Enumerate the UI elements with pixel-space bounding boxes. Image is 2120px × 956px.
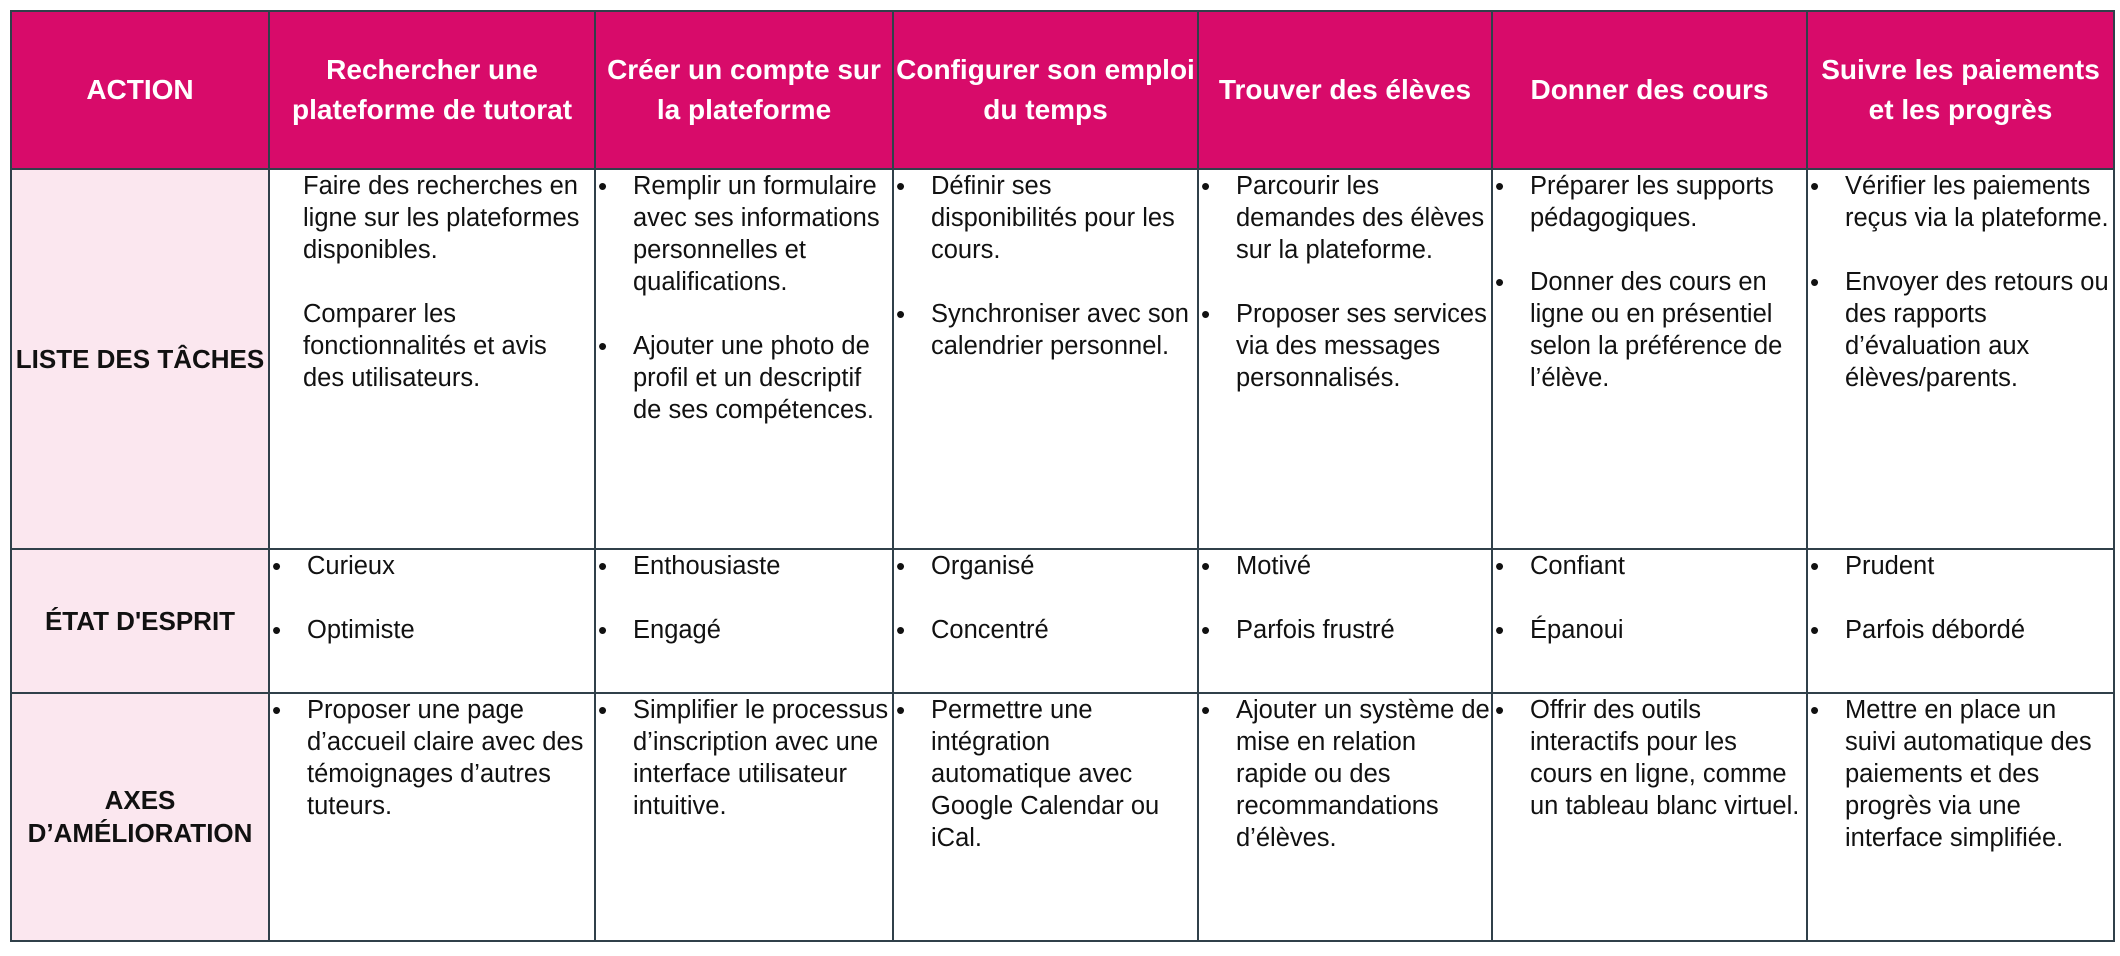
cell-mind-3 xyxy=(893,549,1198,693)
task-list xyxy=(1808,170,2113,394)
list-item: • Remplir un formulaire avec ses informations personnelles et qualifications. xyxy=(596,170,892,298)
list-item: • Proposer ses services via des messages personnalisés. xyxy=(1199,298,1491,394)
cell-mind-5 xyxy=(1492,549,1807,693)
list-item: • Définir ses disponibilités pour les cours. xyxy=(894,170,1197,266)
header-stage-5: Donner des cours xyxy=(1492,11,1807,169)
list-item: • Parcourir les demandes des élèves sur la plateforme. xyxy=(1199,170,1491,266)
task-list xyxy=(270,170,594,394)
task-list xyxy=(596,170,892,426)
list-item: • Curieux xyxy=(270,550,594,582)
cell-tasks-5 xyxy=(1492,169,1807,549)
list-item: • Offrir des outils interactifs pour les cours en ligne, comme un tableau blanc virtuel. xyxy=(1493,694,1806,822)
list-item: • Simplifier le processus d’inscription avec une interface utilisateur intuitive. xyxy=(596,694,892,822)
row-label-task-list: LISTE DES TÂCHES xyxy=(11,169,269,549)
mindset-list xyxy=(596,550,892,646)
improvement-list xyxy=(1808,694,2113,854)
improvement-list xyxy=(894,694,1197,854)
improvement-list xyxy=(1493,694,1806,822)
header-stage-4: Trouver des élèves xyxy=(1198,11,1492,169)
header-stage-1: Rechercher une plateforme de tutorat xyxy=(269,11,595,169)
improvement-list xyxy=(270,694,594,822)
row-label-state-of-mind: ÉTAT D'ESPRIT xyxy=(11,549,269,693)
cell-mind-4 xyxy=(1198,549,1492,693)
improvement-list xyxy=(1199,694,1491,854)
list-item: • Motivé xyxy=(1199,550,1491,582)
improvement-list xyxy=(596,694,892,822)
cell-tasks-3 xyxy=(893,169,1198,549)
cell-improve-6 xyxy=(1807,693,2114,941)
header-action-label: ACTION xyxy=(11,11,269,169)
journey-table xyxy=(10,10,2115,942)
list-item: • Optimiste xyxy=(270,614,594,646)
header-stage-2: Créer un compte sur la plateforme xyxy=(595,11,893,169)
list-item: • Organisé xyxy=(894,550,1197,582)
row-state-of-mind xyxy=(11,549,2114,693)
mindset-list xyxy=(894,550,1197,646)
mindset-list xyxy=(1199,550,1491,646)
list-item: • Épanoui xyxy=(1493,614,1806,646)
row-label-improvements: AXES D’AMÉLIORATION xyxy=(11,693,269,941)
mindset-list xyxy=(270,550,594,646)
list-item: • Proposer une page d’accueil claire avec des témoignages d’autres tuteurs. xyxy=(270,694,594,822)
list-item: • Prudent xyxy=(1808,550,2113,582)
list-item: • Ajouter un système de mise en relation rapide ou des recommandations d’élèves. xyxy=(1199,694,1491,854)
cell-tasks-2 xyxy=(595,169,893,549)
header-row xyxy=(11,11,2114,169)
row-improvements xyxy=(11,693,2114,941)
cell-mind-2 xyxy=(595,549,893,693)
cell-mind-6 xyxy=(1807,549,2114,693)
list-item: • Permettre une intégration automatique avec Google Calendar ou iCal. xyxy=(894,694,1197,854)
mindset-list xyxy=(1493,550,1806,646)
list-item: • Parfois débordé xyxy=(1808,614,2113,646)
list-item: • Concentré xyxy=(894,614,1197,646)
cell-improve-2 xyxy=(595,693,893,941)
list-item: • Préparer les supports pédagogiques. xyxy=(1493,170,1806,234)
cell-mind-1 xyxy=(269,549,595,693)
list-item: • Confiant xyxy=(1493,550,1806,582)
cell-tasks-1 xyxy=(269,169,595,549)
task-list xyxy=(1493,170,1806,394)
cell-improve-5 xyxy=(1492,693,1807,941)
cell-tasks-6 xyxy=(1807,169,2114,549)
task-list xyxy=(1199,170,1491,394)
list-item: • Parfois frustré xyxy=(1199,614,1491,646)
task-list xyxy=(894,170,1197,362)
list-item: • Mettre en place un suivi automatique des paiements et des progrès via une interface simplifiée. xyxy=(1808,694,2113,854)
list-item: Faire des recherches en ligne sur les plateformes disponibles. xyxy=(303,172,580,264)
list-item: Comparer les fonctionnalités et avis des utilisateurs. xyxy=(303,300,547,392)
list-item: • Synchroniser avec son calendrier personnel. xyxy=(894,298,1197,362)
list-item: • Enthousiaste xyxy=(596,550,892,582)
cell-tasks-4 xyxy=(1198,169,1492,549)
header-stage-3: Configurer son emploi du temps xyxy=(893,11,1198,169)
cell-improve-1 xyxy=(269,693,595,941)
mindset-list xyxy=(1808,550,2113,646)
list-item: • Envoyer des retours ou des rapports d’évaluation aux élèves/parents. xyxy=(1808,266,2113,394)
list-item: • Donner des cours en ligne ou en présentiel selon la préférence de l’élève. xyxy=(1493,266,1806,394)
list-item: • Ajouter une photo de profil et un descriptif de ses compétences. xyxy=(596,330,892,426)
list-item: • Vérifier les paiements reçus via la plateforme. xyxy=(1808,170,2113,234)
cell-improve-4 xyxy=(1198,693,1492,941)
header-stage-6: Suivre les paiements et les progrès xyxy=(1807,11,2114,169)
row-task-list xyxy=(11,169,2114,549)
list-item: • Engagé xyxy=(596,614,892,646)
cell-improve-3 xyxy=(893,693,1198,941)
